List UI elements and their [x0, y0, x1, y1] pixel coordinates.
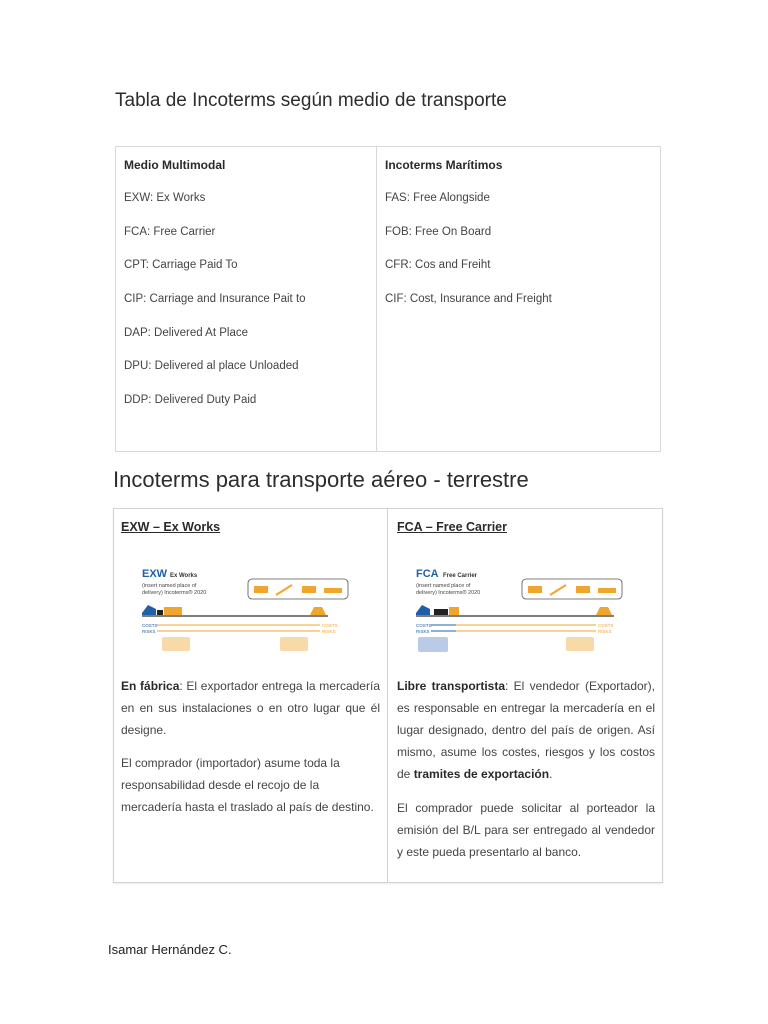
list-item: CIP: Carriage and Insurance Pait to	[124, 293, 306, 305]
svg-text:Free Carrier: Free Carrier	[443, 573, 478, 579]
list-item: EXW: Ex Works	[124, 192, 206, 204]
svg-text:COSTS: COSTS	[142, 623, 158, 628]
svg-text:FCA: FCA	[416, 568, 439, 580]
list-item: FAS: Free Alongside	[385, 192, 490, 204]
svg-text:RISKS: RISKS	[416, 629, 430, 634]
exw-paragraph-2: El comprador (importador) asume toda la responsabilidad desde el recojo de la mercadería hasta el traslado al país de destino.	[121, 756, 374, 814]
fca-paragraph-1: Libre transportista: El vendedor (Exportador), es responsable en entregar la mercadería en el lugar designado, dentro del país de origen. Así mismo, asume los costes, riesgos y los costos de tramites de exportación.	[397, 679, 655, 781]
svg-text:RISKS: RISKS	[142, 629, 156, 634]
list-item: CFR: Cos and Freiht	[385, 259, 491, 271]
list-item: CIF: Cost, Insurance and Freight	[385, 293, 552, 305]
page-title: Tabla de Incoterms según medio de transporte	[115, 90, 507, 111]
fca-header: FCA – Free Carrier	[397, 520, 507, 534]
fca-diagram	[416, 565, 626, 661]
svg-text:delivery) Incoterms® 2020: delivery) Incoterms® 2020	[142, 590, 207, 596]
exw-diagram	[142, 565, 352, 661]
svg-text:EXW: EXW	[142, 568, 168, 580]
list-item: DPU: Delivered al place Unloaded	[124, 360, 299, 372]
svg-text:(insert named place of: (insert named place of	[416, 583, 471, 589]
list-item: DDP: Delivered Duty Paid	[124, 394, 257, 406]
svg-text:COSTS: COSTS	[598, 623, 614, 628]
author-name: Isamar Hernández C.	[108, 942, 232, 957]
list-item: CPT: Carriage Paid To	[124, 259, 238, 271]
maritime-header: Incoterms Marítimos	[385, 158, 503, 172]
list-item: FOB: Free On Board	[385, 226, 492, 238]
svg-text:RISKS: RISKS	[322, 629, 336, 634]
list-item: FCA: Free Carrier	[124, 226, 216, 238]
svg-text:COSTS: COSTS	[416, 623, 432, 628]
incoterms-table	[115, 146, 661, 452]
list-item: DAP: Delivered At Place	[124, 327, 249, 339]
multimodal-header: Medio Multimodal	[124, 158, 226, 172]
exw-column	[114, 509, 388, 882]
exw-header: EXW – Ex Works	[121, 520, 221, 534]
svg-text:delivery) Incoterms® 2020: delivery) Incoterms® 2020	[416, 590, 481, 596]
svg-text:(insert named place of: (insert named place of	[142, 583, 197, 589]
transport-table	[113, 508, 663, 883]
svg-text:COSTS: COSTS	[322, 623, 338, 628]
svg-text:Ex Works: Ex Works	[170, 573, 198, 579]
section-title: Incoterms para transporte aéreo - terrestre	[113, 467, 529, 492]
fca-paragraph-2: El comprador puede solicitar al porteador la emisión del B/L para ser entregado al vendedor y este pueda presentarlo al banco.	[397, 801, 655, 859]
maritime-column	[377, 147, 660, 451]
exw-paragraph-1: En fábrica: El exportador entrega la mercadería en en sus instalaciones o en otro lugar que él designe.	[121, 679, 380, 737]
svg-text:RISKS: RISKS	[598, 629, 612, 634]
fca-column	[388, 509, 662, 882]
multimodal-column	[116, 147, 377, 451]
